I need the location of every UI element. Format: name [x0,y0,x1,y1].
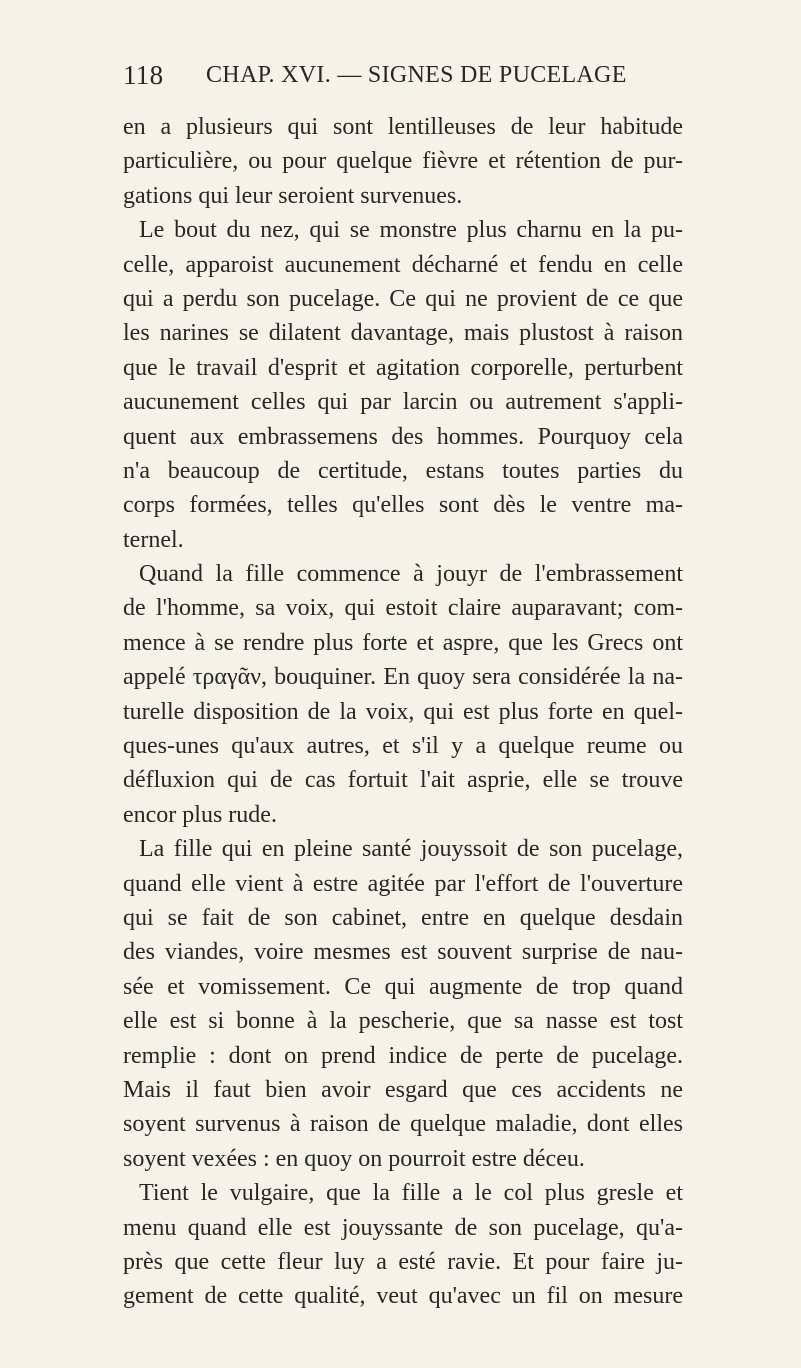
text-line: turelle disposition de la voix, qui est plus forte en quel- [123,698,683,725]
text-line: particulière, ou pour quelque fièvre et rétention de pur- [123,148,683,175]
text-line: soyent vexées : en quoy on pourroit estre déceu. [123,1145,585,1172]
text-line: ternel. [123,526,184,553]
text-line: de l'homme, sa voix, qui estoit claire auparavant; com- [123,595,683,622]
text-line: soyent survenus à raison de quelque maladie, dont elles [123,1111,683,1138]
text-line: corps formées, telles qu'elles sont dès le ventre ma- [123,492,683,519]
text-line: que le travail d'esprit et agitation corporelle, perturbent [123,354,683,381]
body-text [123,110,683,1314]
running-title: CHAP. XVI. — SIGNES DE PUCELAGE [206,62,627,88]
text-line: Le bout du nez, qui se monstre plus charnu en la pu- [139,217,683,244]
text-line: celle, apparoist aucunement décharné et fendu en celle [123,251,683,278]
text-line: Tient le vulgaire, que la fille a le col plus gresle et [139,1180,683,1207]
text-line: n'a beaucoup de certitude, estans toutes parties du [123,457,683,484]
text-line: gement de cette qualité, veut qu'avec un fil on mesure [123,1283,683,1310]
text-line: sée et vomissement. Ce qui augmente de trop quand [123,973,683,1000]
text-line: les narines se dilatent davantage, mais plustost à raison [123,320,683,347]
text-line: Mais il faut bien avoir esgard que ces accidents ne [123,1076,683,1103]
text-line: en a plusieurs qui sont lentilleuses de leur habitude [123,114,683,140]
text-line: des viandes, voire mesmes est souvent surprise de nau- [123,939,683,966]
text-line: remplie : dont on prend indice de perte de pucelage. [123,1042,683,1069]
text-line: gations qui leur seroient survenues. [123,182,463,209]
text-line: appelé τραγᾶν, bouquiner. En quoy sera considérée la na- [123,664,683,691]
running-head [123,58,683,92]
text-line: quand elle vient à estre agitée par l'effort de l'ouverture [123,870,683,897]
text-line: La fille qui en pleine santé jouyssoit de son pucelage, [139,836,683,863]
text-line: près que cette fleur luy a esté ravie. Et pour faire ju- [123,1248,683,1275]
text-line: quent aux embrassemens des hommes. Pourquoy cela [123,423,683,450]
text-line: elle est si bonne à la pescherie, que sa nasse est tost [123,1008,683,1035]
text-line: Quand la fille commence à jouyr de l'embrassement [139,561,683,588]
text-line: défluxion qui de cas fortuit l'ait asprie, elle se trouve [123,767,683,794]
text-line: aucunement celles qui par larcin ou autrement s'appli- [123,389,683,416]
text-line: ques-unes qu'aux autres, et s'il y a quelque reume ou [123,733,683,760]
text-line: mence à se rendre plus forte et aspre, que les Grecs ont [123,629,683,656]
page-number: 118 [123,60,164,90]
text-line: qui a perdu son pucelage. Ce qui ne provient de ce que [123,285,683,312]
text-line: qui se fait de son cabinet, entre en quelque desdain [123,904,683,931]
text-line: menu quand elle est jouyssante de son pucelage, qu'a- [123,1214,683,1241]
text-line: encor plus rude. [123,801,277,828]
